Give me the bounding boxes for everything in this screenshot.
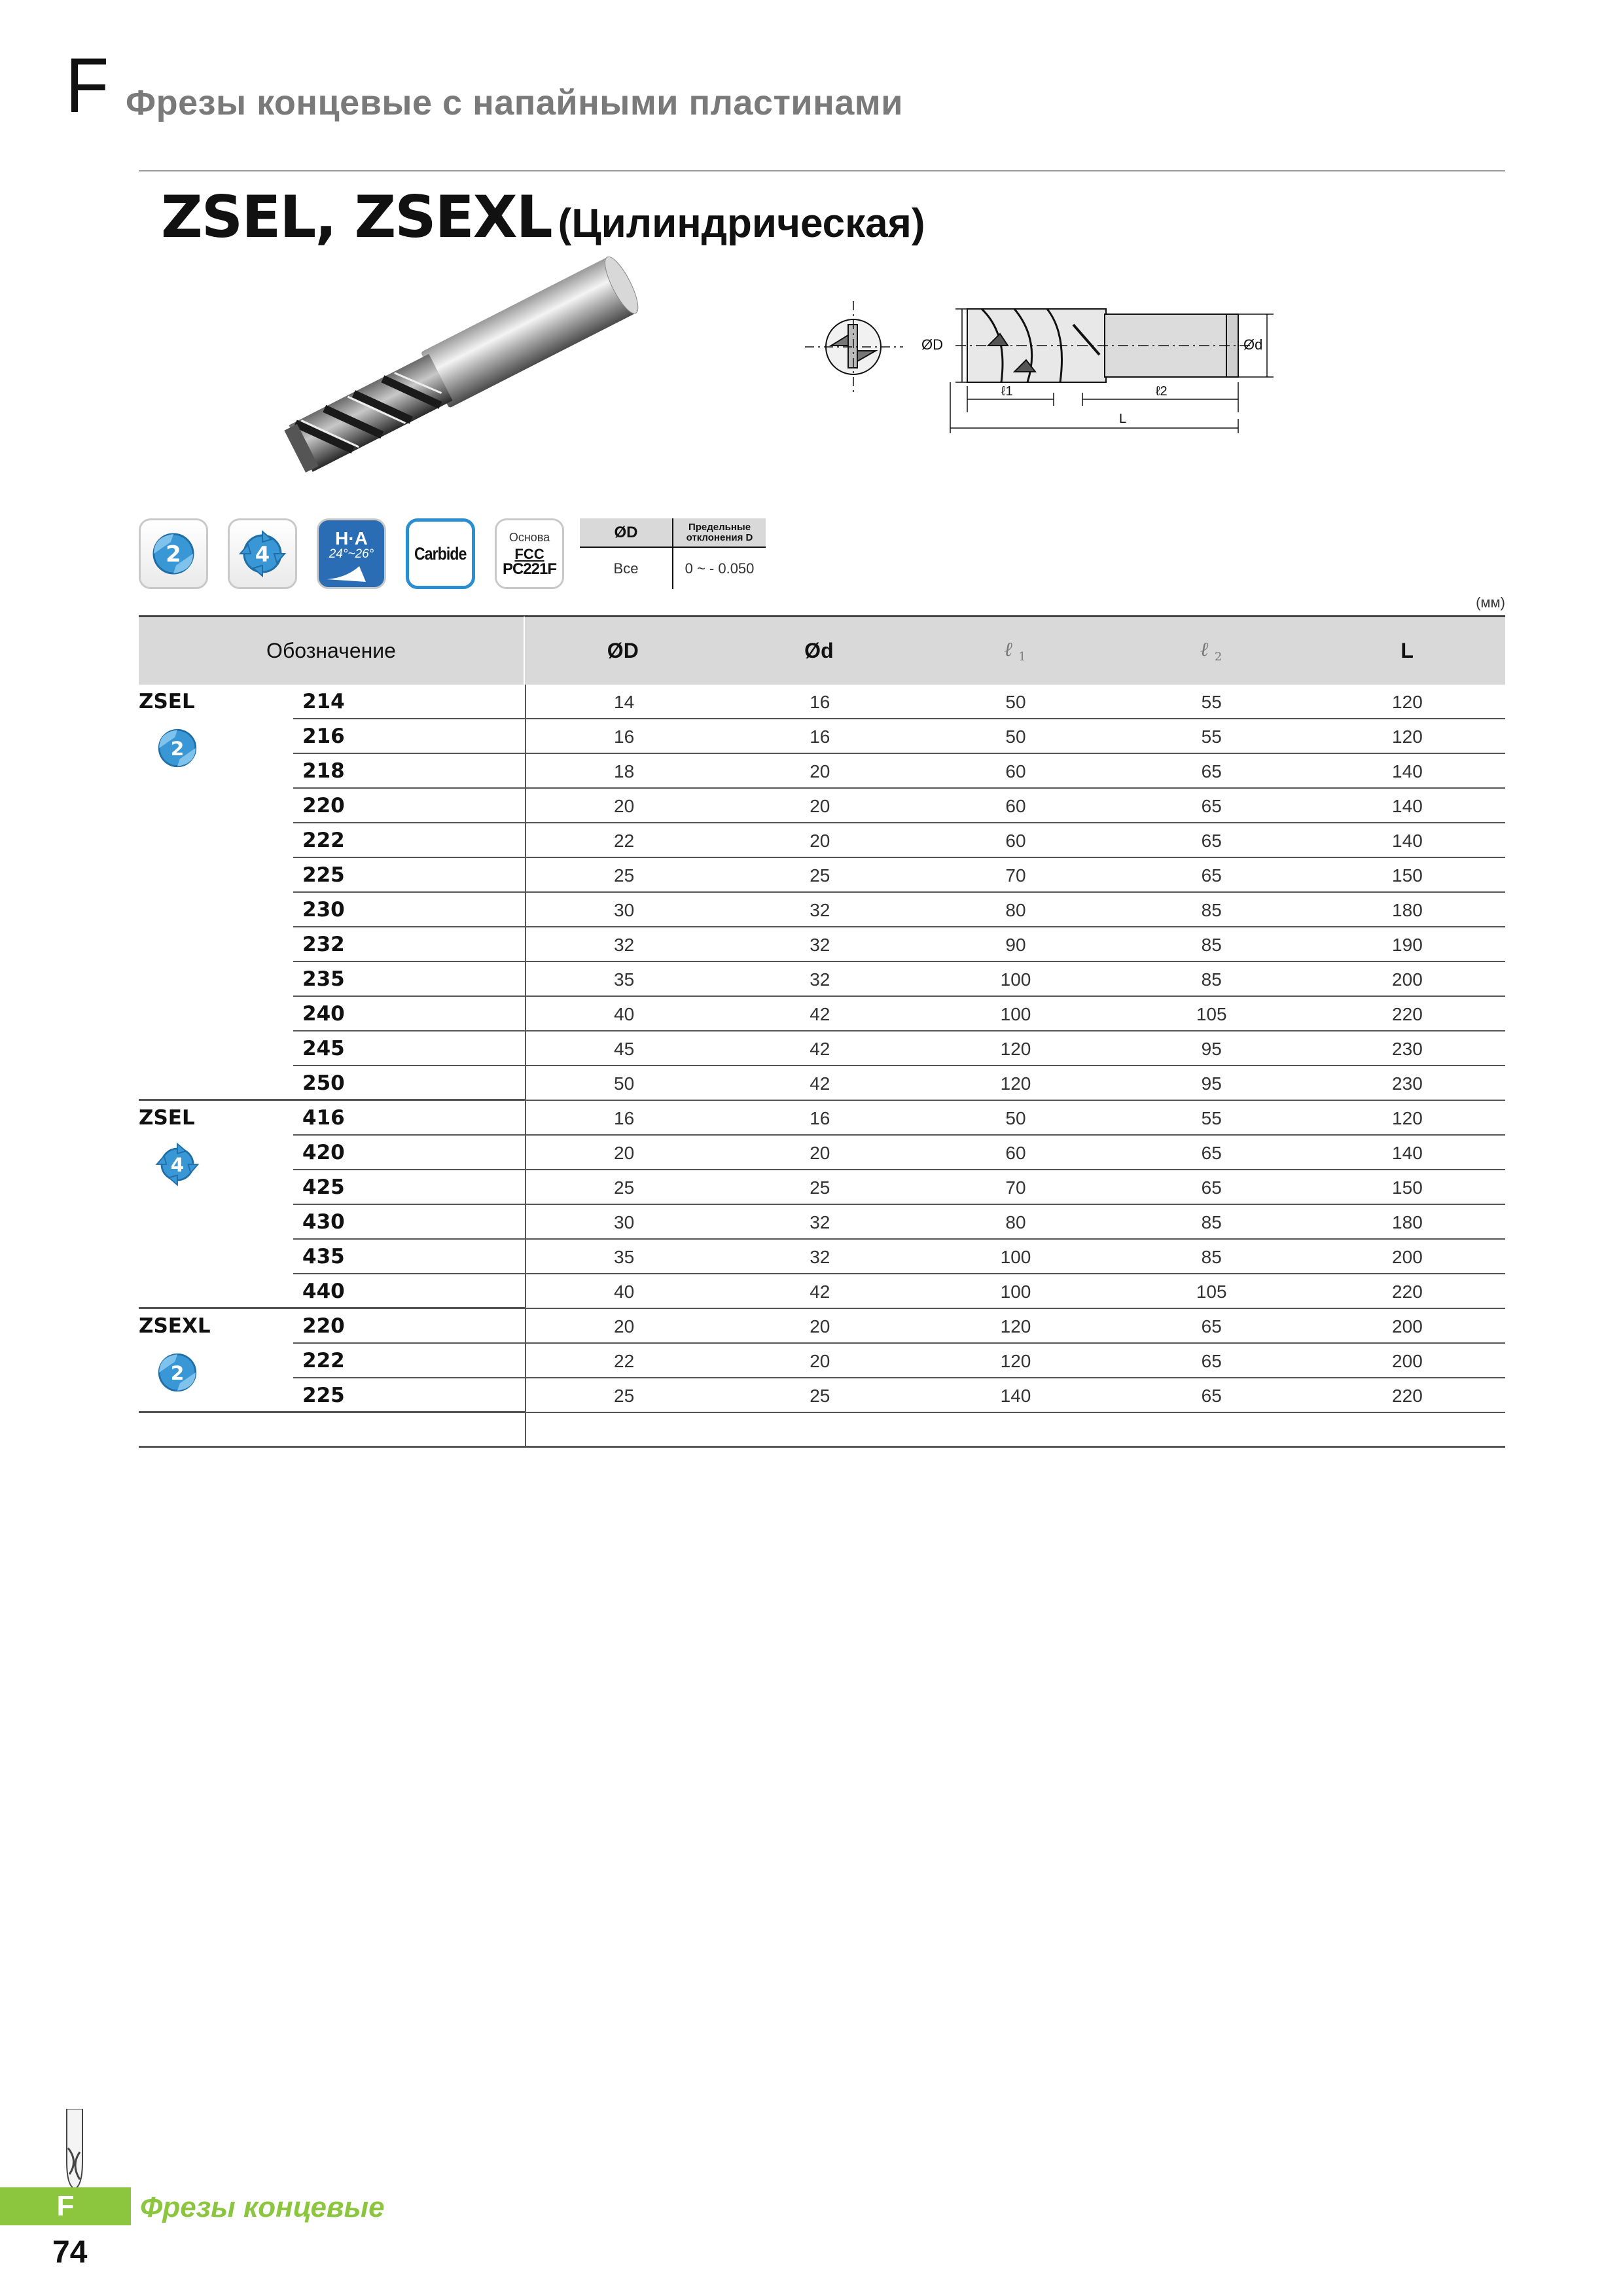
dim-l2-label: ℓ2 (1156, 384, 1168, 399)
cell-d: 16 (810, 726, 830, 747)
cell-d: 32 (810, 900, 830, 920)
row-code: 222 (293, 1344, 525, 1378)
row-values (525, 685, 1505, 719)
row-values (525, 823, 1505, 858)
tolerance-row-value: 0 ~ - 0.050 (685, 560, 755, 577)
cell-d: 20 (810, 1143, 830, 1163)
row-code: 214 (293, 685, 525, 719)
carbide-badge (406, 518, 475, 589)
cell-l2: 55 (1201, 1108, 1222, 1128)
cell-L: 220 (1392, 1004, 1423, 1024)
row-code: 225 (293, 858, 525, 893)
tolerance-header-d: ØD (580, 518, 673, 547)
row-values (525, 1205, 1505, 1240)
table-row (139, 1344, 1505, 1378)
cell-L: 120 (1392, 726, 1423, 747)
cell-L: 140 (1392, 761, 1423, 781)
tolerance-header-limits: Предельные отклонения D (673, 518, 766, 547)
section-letter: F (65, 43, 109, 129)
table-row (139, 719, 1505, 754)
cell-l2: 55 (1201, 692, 1222, 712)
cell-d: 20 (810, 1316, 830, 1336)
cell-l2: 95 (1201, 1073, 1222, 1094)
cell-l1: 120 (1000, 1039, 1031, 1059)
cell-d: 42 (810, 1039, 830, 1059)
table-row (139, 1066, 1505, 1101)
blank-code-cell (293, 1413, 525, 1448)
cell-l1: 120 (1000, 1073, 1031, 1094)
cell-d: 42 (810, 1073, 830, 1094)
cell-l1: 70 (1005, 865, 1026, 886)
cell-l1: 80 (1005, 1212, 1026, 1232)
cell-d: 32 (810, 1212, 830, 1232)
row-code: 225 (293, 1378, 525, 1413)
cell-d: 32 (810, 935, 830, 955)
svg-text:2: 2 (166, 541, 181, 567)
table-bottom-rule (139, 1446, 293, 1448)
cell-l1: 100 (1000, 969, 1031, 990)
cell-l1: 100 (1000, 1004, 1031, 1024)
row-code: 440 (293, 1274, 525, 1309)
cell-d: 32 (810, 1247, 830, 1267)
dim-D-label: ØD (921, 336, 943, 353)
cell-l2: 55 (1201, 726, 1222, 747)
cell-L: 140 (1392, 831, 1423, 851)
table-row (139, 927, 1505, 962)
cell-L: 140 (1392, 1143, 1423, 1163)
cell-d: 20 (810, 831, 830, 851)
cell-l1: 140 (1000, 1386, 1031, 1406)
table-row (139, 962, 1505, 997)
dimensions-table (139, 615, 1505, 1448)
section-tab-label: Фрезы концевые (140, 2191, 385, 2223)
row-values (525, 1344, 1505, 1378)
cell-l2: 85 (1201, 1247, 1222, 1267)
cell-D: 25 (614, 1386, 635, 1406)
svg-text:2: 2 (170, 1362, 185, 1385)
cell-l1: 90 (1005, 935, 1026, 955)
row-code: 218 (293, 754, 525, 789)
table-row (139, 1031, 1505, 1066)
row-code: 220 (293, 1309, 525, 1344)
cell-L: 120 (1392, 692, 1423, 712)
table-row (139, 1205, 1505, 1240)
cell-l1: 60 (1005, 796, 1026, 816)
group-label: ZSEXL (139, 1314, 211, 1338)
cell-D: 35 (614, 1247, 635, 1267)
row-code: 430 (293, 1205, 525, 1240)
cell-D: 22 (614, 831, 635, 851)
row-values (525, 962, 1505, 997)
cell-d: 16 (810, 692, 830, 712)
table-row (139, 1309, 1505, 1344)
header-l2: ℓ $_2$ (1200, 638, 1222, 664)
cell-L: 200 (1392, 1351, 1423, 1371)
cell-l2: 105 (1196, 1282, 1227, 1302)
cell-l1: 100 (1000, 1247, 1031, 1267)
cell-l1: 120 (1000, 1316, 1031, 1336)
base-grade-fcc: FCC (514, 545, 544, 562)
row-values (525, 1240, 1505, 1274)
cell-D: 50 (614, 1073, 635, 1094)
row-code: 240 (293, 997, 525, 1031)
table-row (139, 789, 1505, 823)
dim-L-label: L (1119, 412, 1127, 426)
table-row (139, 1101, 1505, 1136)
base-grade-pc: PC221F (502, 560, 557, 578)
table-row (139, 823, 1505, 858)
cell-l2: 65 (1201, 1386, 1222, 1406)
tolerance-table (580, 518, 766, 589)
table-row (139, 685, 1505, 719)
cell-D: 20 (614, 1316, 635, 1336)
row-code: 222 (293, 823, 525, 858)
helix-wave-icon (327, 560, 379, 582)
header-L: L (1400, 639, 1414, 662)
cell-l1: 50 (1005, 726, 1026, 747)
cell-l2: 105 (1196, 1004, 1227, 1024)
cell-L: 200 (1392, 1247, 1423, 1267)
cell-L: 230 (1392, 1073, 1423, 1094)
cell-l2: 65 (1201, 1177, 1222, 1198)
cell-L: 180 (1392, 900, 1423, 920)
svg-text:2: 2 (170, 738, 185, 761)
cell-l2: 65 (1201, 1351, 1222, 1371)
four-flute-icon (236, 528, 289, 580)
cell-L: 140 (1392, 796, 1423, 816)
svg-text:4: 4 (255, 542, 270, 567)
cell-D: 32 (614, 935, 635, 955)
row-code: 245 (293, 1031, 525, 1066)
section-tab: F (0, 2187, 131, 2225)
cell-l2: 65 (1201, 831, 1222, 851)
cell-L: 230 (1392, 1039, 1423, 1059)
row-values (525, 1274, 1505, 1309)
cell-D: 14 (614, 692, 635, 712)
table-row (139, 1378, 1505, 1413)
row-values (525, 754, 1505, 789)
row-code: 250 (293, 1066, 525, 1101)
cell-d: 20 (810, 796, 830, 816)
table-row (139, 1136, 1505, 1170)
cell-L: 150 (1392, 1177, 1423, 1198)
cell-D: 20 (614, 796, 635, 816)
cell-d: 42 (810, 1282, 830, 1302)
cell-d: 25 (810, 865, 830, 886)
cell-l2: 85 (1201, 969, 1222, 990)
helix-value: 24°~26° (329, 547, 374, 561)
row-code: 416 (293, 1101, 525, 1136)
row-values (525, 927, 1505, 962)
feature-badges (139, 518, 564, 589)
dimension-drawing (792, 262, 1368, 445)
row-values (525, 719, 1505, 754)
table-row (139, 1274, 1505, 1309)
cell-d: 42 (810, 1004, 830, 1024)
row-code: 232 (293, 927, 525, 962)
cell-D: 20 (614, 1143, 635, 1163)
cell-l1: 60 (1005, 761, 1026, 781)
row-code: 235 (293, 962, 525, 997)
dim-d-label: Ød (1243, 336, 1263, 353)
row-values (525, 1031, 1505, 1066)
cell-l2: 65 (1201, 1316, 1222, 1336)
cell-D: 30 (614, 1212, 635, 1232)
table-row (139, 997, 1505, 1031)
row-values (525, 1170, 1505, 1205)
cell-d: 25 (810, 1177, 830, 1198)
row-code: 420 (293, 1136, 525, 1170)
cell-D: 25 (614, 865, 635, 886)
cell-D: 35 (614, 969, 635, 990)
row-code: 425 (293, 1170, 525, 1205)
row-values (525, 893, 1505, 927)
base-grade-badge (495, 518, 564, 589)
helix-angle-badge (317, 518, 386, 589)
svg-text:4: 4 (170, 1154, 185, 1177)
cell-l2: 85 (1201, 1212, 1222, 1232)
cell-l2: 65 (1201, 1143, 1222, 1163)
base-label: Основа (508, 530, 550, 544)
unit-label: (мм) (1476, 594, 1505, 611)
cell-L: 120 (1392, 1108, 1423, 1128)
cell-D: 22 (614, 1351, 635, 1371)
cell-l1: 60 (1005, 1143, 1026, 1163)
table-row (139, 754, 1505, 789)
header-divider (139, 170, 1505, 171)
row-values (525, 858, 1505, 893)
cell-l1: 120 (1000, 1351, 1031, 1371)
header-designation: Обозначение (139, 617, 525, 686)
two-flute-icon (147, 528, 200, 580)
row-code: 216 (293, 719, 525, 754)
cell-l1: 50 (1005, 692, 1026, 712)
cell-l2: 65 (1201, 865, 1222, 886)
row-code: 230 (293, 893, 525, 927)
cell-L: 200 (1392, 969, 1423, 990)
row-values (525, 1101, 1505, 1136)
cell-D: 16 (614, 1108, 635, 1128)
cell-D: 16 (614, 726, 635, 747)
cell-l1: 50 (1005, 1108, 1026, 1128)
cell-l1: 80 (1005, 900, 1026, 920)
header-l1: ℓ $_1$ (1004, 638, 1026, 664)
cell-d: 25 (810, 1386, 830, 1406)
cell-L: 180 (1392, 1212, 1423, 1232)
row-values (525, 1309, 1505, 1344)
cell-D: 30 (614, 900, 635, 920)
page-number: 74 (52, 2235, 88, 2270)
cell-D: 18 (614, 761, 635, 781)
group-label: ZSEL (139, 690, 195, 713)
cell-D: 45 (614, 1039, 635, 1059)
dim-l1-label: ℓ1 (1001, 384, 1013, 399)
table-row (139, 858, 1505, 893)
group-label: ZSEL (139, 1106, 195, 1130)
ball-end-mill-icon (62, 2109, 88, 2190)
cell-D: 40 (614, 1004, 635, 1024)
tolerance-row-label: Все (580, 547, 673, 589)
cell-L: 220 (1392, 1282, 1423, 1302)
table-row (139, 893, 1505, 927)
row-values (525, 1136, 1505, 1170)
product-subtitle: (Цилиндрическая) (558, 201, 925, 246)
row-values (525, 997, 1505, 1031)
cell-d: 16 (810, 1108, 830, 1128)
cell-l2: 65 (1201, 761, 1222, 781)
end-mill-photo (268, 249, 661, 484)
cell-d: 20 (810, 1351, 830, 1371)
cell-l2: 65 (1201, 796, 1222, 816)
table-row (139, 1240, 1505, 1274)
cell-l1: 70 (1005, 1177, 1026, 1198)
table-header (139, 615, 1505, 685)
two-flute-badge (139, 518, 208, 589)
row-values (525, 1378, 1505, 1413)
table-row (139, 1170, 1505, 1205)
row-code: 220 (293, 789, 525, 823)
cell-l2: 85 (1201, 900, 1222, 920)
header-D: ØD (607, 639, 639, 662)
table-row-blank (139, 1413, 1505, 1448)
cell-d: 32 (810, 969, 830, 990)
product-title (161, 183, 925, 251)
cell-L: 220 (1392, 1386, 1423, 1406)
section-title: Фрезы концевые с напайными пластинами (126, 83, 903, 122)
row-values (525, 1066, 1505, 1101)
cell-l1: 60 (1005, 831, 1026, 851)
four-flute-badge (228, 518, 297, 589)
cell-D: 25 (614, 1177, 635, 1198)
cell-L: 190 (1392, 935, 1423, 955)
cell-l2: 95 (1201, 1039, 1222, 1059)
product-name: ZSEL, ZSEXL (161, 183, 552, 251)
cell-d: 20 (810, 761, 830, 781)
cell-l2: 85 (1201, 935, 1222, 955)
row-values (525, 789, 1505, 823)
cell-D: 40 (614, 1282, 635, 1302)
cell-L: 200 (1392, 1316, 1423, 1336)
cell-l1: 100 (1000, 1282, 1031, 1302)
blank-values-cell (525, 1413, 1505, 1448)
row-code: 435 (293, 1240, 525, 1274)
table-body (139, 685, 1505, 1448)
header-d: Ød (804, 639, 834, 662)
carbide-label: Carbide (414, 543, 467, 564)
helix-label: H·A (335, 528, 368, 548)
cell-L: 150 (1392, 865, 1423, 886)
